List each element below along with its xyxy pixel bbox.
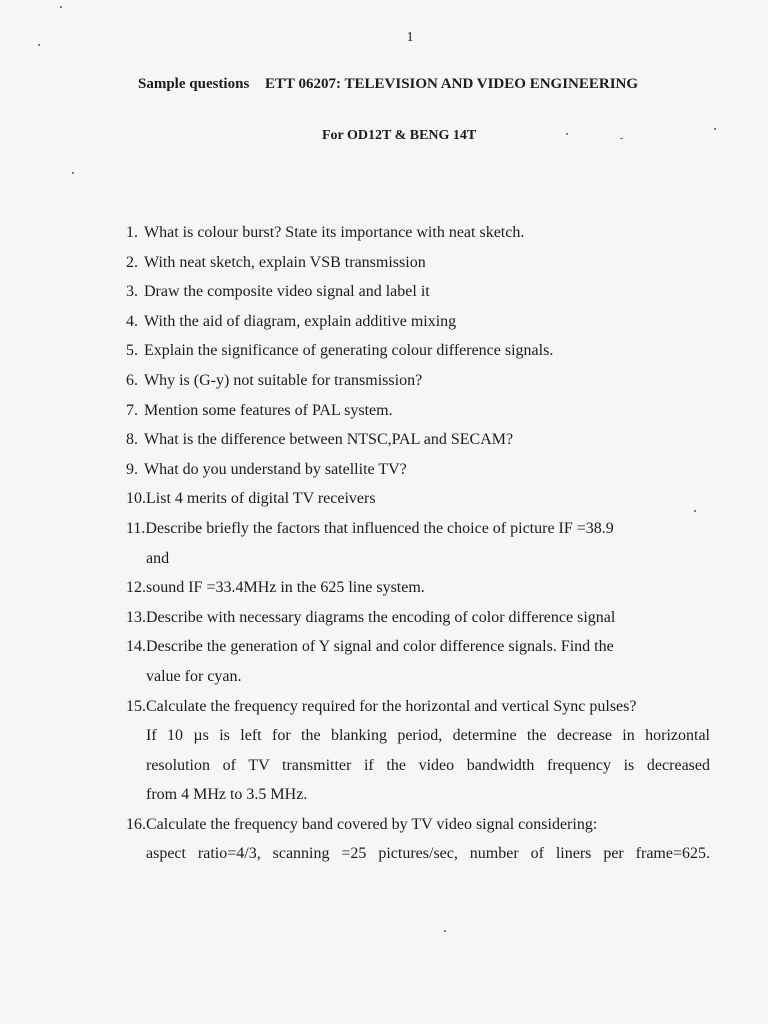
question-text: Describe briefly the factors that influenced the choice of picture IF =38.9: [145, 519, 614, 537]
question-line: [126, 632, 710, 662]
question-number: 8.: [126, 431, 138, 449]
subtitle: For OD12T & BENG 14T: [322, 128, 477, 143]
question-16: [126, 810, 710, 869]
question-number: 9.: [126, 460, 138, 478]
question-text: Draw the composite video signal and label it: [144, 283, 430, 301]
question-line: [126, 514, 710, 544]
question-line: [126, 810, 710, 840]
question-text: List 4 merits of digital TV receivers: [146, 490, 376, 508]
scan-speck: [60, 6, 62, 8]
question-list: [126, 218, 710, 869]
question-1: [126, 218, 710, 248]
question-number: 10.: [126, 490, 146, 508]
question-number: 1.: [126, 224, 138, 241]
question-4: [126, 307, 710, 337]
question-3: [126, 277, 710, 307]
question-11: [126, 514, 710, 573]
question-text: Calculate the frequency band covered by TV video signal considering:: [146, 815, 598, 833]
question-10: [126, 484, 710, 514]
question-13: [126, 603, 710, 633]
question-text: With the aid of diagram, explain additive mixing: [144, 312, 457, 330]
page-number: 1: [406, 30, 414, 45]
question-continuation: and: [146, 549, 170, 567]
question-8: [126, 425, 710, 455]
question-number: 14.: [126, 638, 146, 656]
question-text: What do you understand by satellite TV?: [144, 460, 407, 478]
scan-speck: [38, 44, 40, 46]
question-continuation: value for cyan.: [146, 667, 242, 685]
question-continuation: resolution of TV transmitter if the video bandwidth frequency is decreased: [146, 756, 710, 774]
question-text: Why is (G-y) not suitable for transmission?: [144, 371, 423, 389]
scan-speck: [72, 172, 74, 174]
question-number: 13.: [126, 608, 146, 626]
question-number: 7.: [126, 401, 138, 419]
question-text: Calculate the frequency required for the horizontal and vertical Sync pulses?: [146, 697, 637, 715]
question-number: 15.: [126, 697, 146, 715]
question-12: [126, 573, 710, 603]
scan-speck: [566, 133, 568, 135]
question-7: [126, 396, 710, 426]
scan-speck: [714, 128, 716, 130]
scan-speck: [694, 510, 696, 512]
question-text: Explain the significance of generating colour difference signals.: [144, 342, 554, 360]
question-text: What is the difference between NTSC,PAL and SECAM?: [144, 431, 514, 449]
title-label: Sample questions: [138, 76, 250, 92]
question-number: 3.: [126, 283, 138, 301]
question-line: [126, 692, 710, 722]
title-line: [138, 76, 638, 93]
course-title: ETT 06207: TELEVISION AND VIDEO ENGINEERING: [265, 76, 639, 92]
question-2: [126, 248, 710, 278]
question-number: 6.: [126, 371, 138, 389]
question-number: 5.: [126, 342, 138, 360]
question-number: 16.: [126, 815, 146, 833]
question-text: sound IF =33.4MHz in the 625 line system.: [146, 579, 425, 597]
question-text: Describe the generation of Y signal and color difference signals. Find the: [146, 638, 614, 656]
question-9: [126, 455, 710, 485]
question-text: Mention some features of PAL system.: [144, 401, 393, 419]
question-text: Describe with necessary diagrams the encoding of color difference signal: [146, 608, 616, 626]
question-15: [126, 692, 710, 810]
question-number: 4.: [126, 312, 138, 330]
question-continuation: aspect ratio=4/3, scanning =25 pictures/sec, number of liners per frame=625.: [146, 845, 710, 863]
question-14: [126, 632, 710, 691]
scan-speck: [444, 930, 446, 932]
question-5: [126, 336, 710, 366]
question-text: What is colour burst? State its importance with neat sketch.: [144, 224, 525, 241]
question-number: 11.: [126, 519, 146, 537]
question-continuation: from 4 MHz to 3.5 MHz.: [146, 786, 308, 804]
question-continuation: If 10 µs is left for the blanking period, determine the decrease in horizontal: [146, 727, 710, 745]
question-6: [126, 366, 710, 396]
question-number: 2.: [126, 253, 138, 271]
question-text: With neat sketch, explain VSB transmission: [144, 253, 426, 271]
question-number: 12.: [126, 579, 146, 597]
scan-speck: [620, 138, 623, 139]
